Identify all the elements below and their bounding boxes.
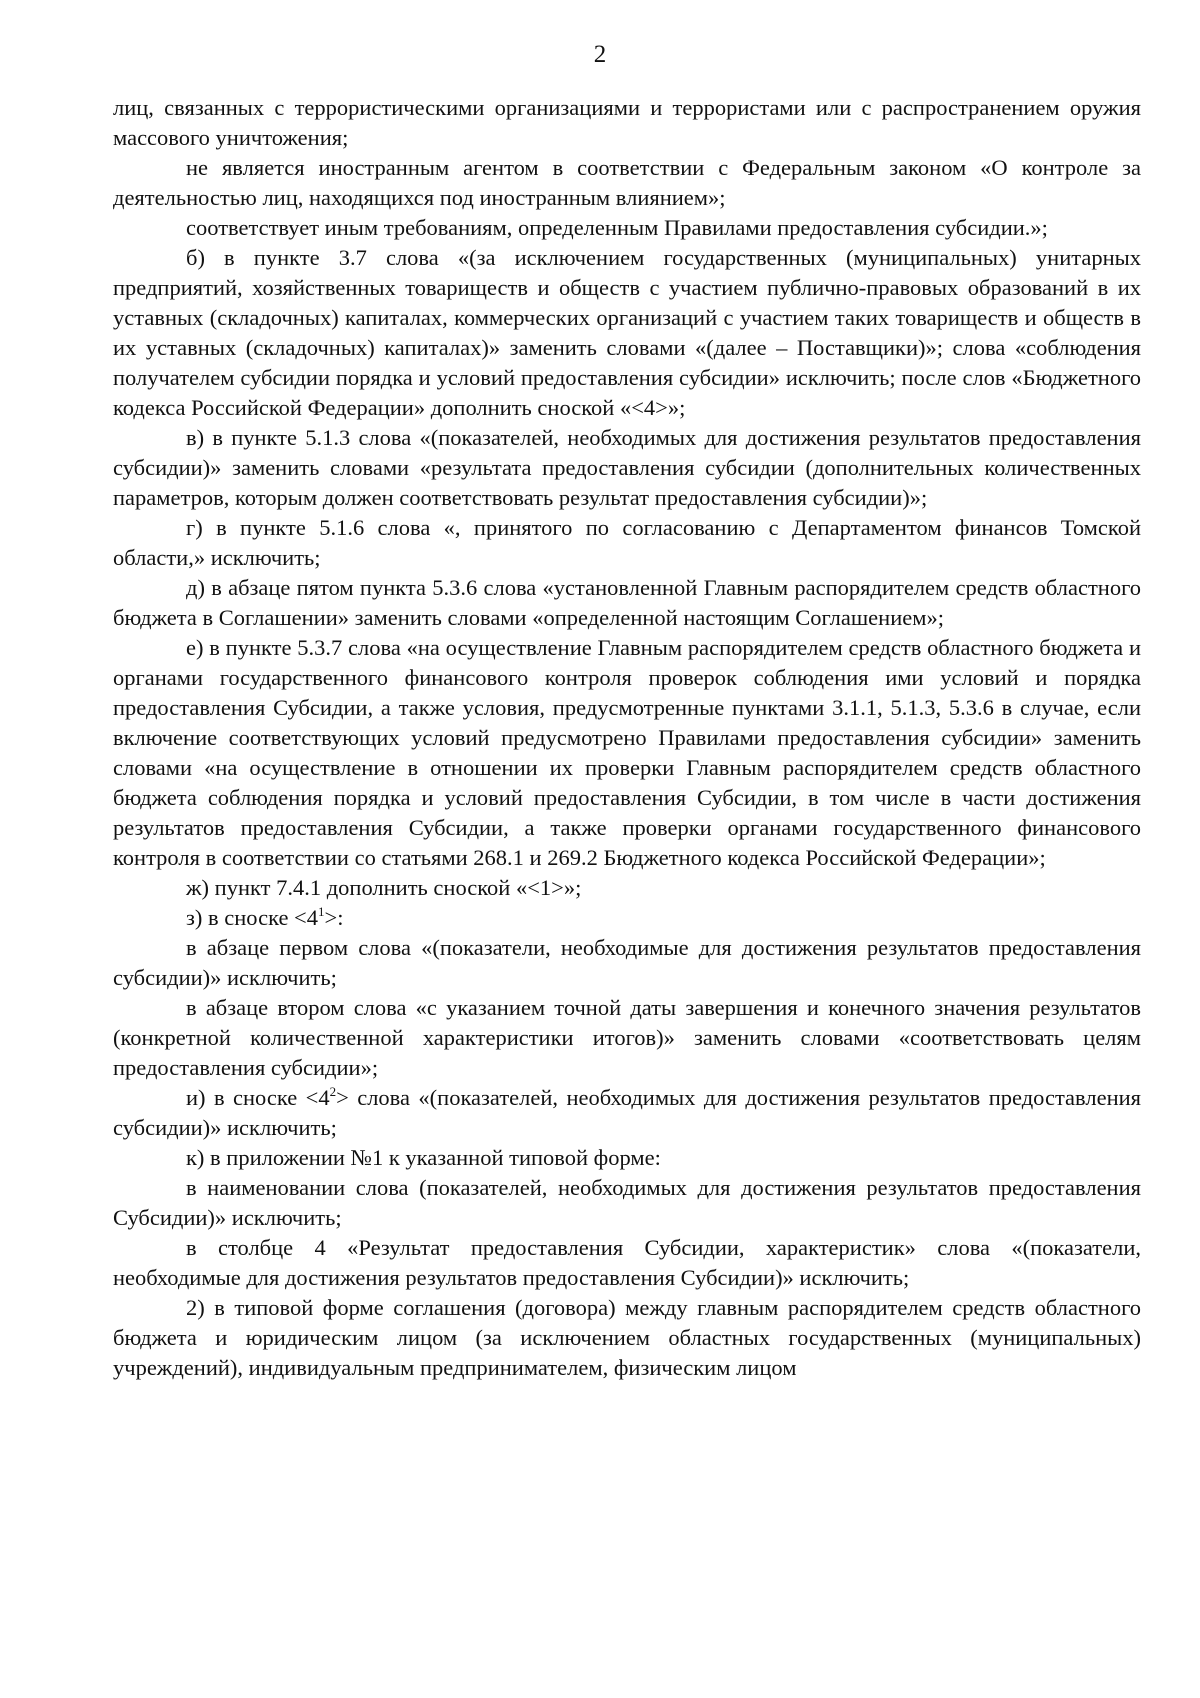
paragraph-text: и) в сноске <4 [186,1085,330,1110]
paragraph: е) в пункте 5.3.7 слова «на осуществление Главным распорядителем средств областного бюджета и органами государственного финансового контроля проверок соблюдения ими условий и порядка предоставления Субсидии, а также условия, предусмотренные пунктами 3.1.1, 5.1.3, 5.3.6 в случае, если включение соответствующих условий предусмотрено Правилами предоставления субсидии» заменить словами «на осуществление в отношении их проверки Главным распорядителем средств областного бюджета соблюдения порядка и условий предоставления Субсидии, в том числе в части достижения результатов предоставления Субсидии, а также проверки органами государственного финансового контроля в соответствии со статьями 268.1 и 269.2 Бюджетного кодекса Российской Федерации»; [113,635,1141,870]
paragraph-text: >: [324,905,344,930]
paragraph: 2) в типовой форме соглашения (договора) между главным распорядителем средств областного бюджета и юридическим лицом (за исключением областных государственных (муниципальных) учреждений), индивидуальным предпринимателем, физическим лицом [113,1295,1141,1380]
paragraph: в) в пункте 5.1.3 слова «(показателей, необходимых для достижения результатов предоставления субсидии)» заменить словами «результата предоставления субсидии (дополнительных количественных параметров, которым должен соответствовать результат предоставления субсидии)»; [113,425,1141,510]
paragraph: не является иностранным агентом в соответствии с Федеральным законом «О контроле за деятельностью лиц, находящихся под иностранным влиянием»; [113,155,1141,210]
page-number: 2 [593,41,607,68]
superscript: 2 [329,1084,337,1099]
paragraph: в абзаце втором слова «с указанием точной даты завершения и конечного значения результатов (конкретной количественной характеристики итогов)» заменить словами «соответствовать целям предоставления субсидии»; [113,995,1141,1080]
paragraph: ж) пункт 7.4.1 дополнить сноской «<1>»; [186,875,582,900]
paragraph: б) в пункте 3.7 слова «(за исключением государственных (муниципальных) унитарных предприятий, хозяйственных товариществ и обществ с участием публично-правовых образований в их уставных (складочных) капиталах, коммерческих организаций с участием таких товариществ и обществ в их уставных (складочных) капиталах)» заменить словами «(далее – Поставщики)»; слова «соблюдения получателем субсидии порядка и условий предоставления субсидии» исключить; после слов «Бюджетного кодекса Российской Федерации» дополнить сноской «<4>»; [113,245,1141,420]
paragraph: к) в приложении №1 к указанной типовой форме: [186,1145,661,1170]
paragraph-text: з) в сноске <4 [186,905,319,930]
paragraph: лиц, связанных с террористическими организациями и террористами или с распространением оружия массового уничтожения; [113,95,1141,150]
paragraph [113,1083,1141,1143]
paragraph: д) в абзаце пятом пункта 5.3.6 слова «установленной Главным распорядителем средств областного бюджета в Соглашении» заменить словами «определенной настоящим Соглашением»; [113,575,1141,630]
paragraph: соответствует иным требованиям, определенным Правилами предоставления субсидии.»; [186,215,1048,240]
paragraph [113,903,1141,933]
paragraph: в столбце 4 «Результат предоставления Субсидии, характеристик» слова «(показатели, необходимые для достижения результатов предоставления Субсидии)» исключить; [113,1235,1141,1290]
paragraph: в абзаце первом слова «(показатели, необходимые для достижения результатов предоставления субсидии)» исключить; [113,935,1141,990]
paragraph: в наименовании слова (показателей, необходимых для достижения результатов предоставления Субсидии)» исключить; [113,1175,1141,1230]
paragraph: г) в пункте 5.1.6 слова «, принятого по согласованию с Департаментом финансов Томской области,» исключить; [113,515,1141,570]
superscript: 1 [318,904,325,919]
document-body [113,93,1141,1383]
paragraph-text: > слова «(показателей, необходимых для достижения результатов предоставления субсидии)» исключить; [113,1085,1142,1140]
